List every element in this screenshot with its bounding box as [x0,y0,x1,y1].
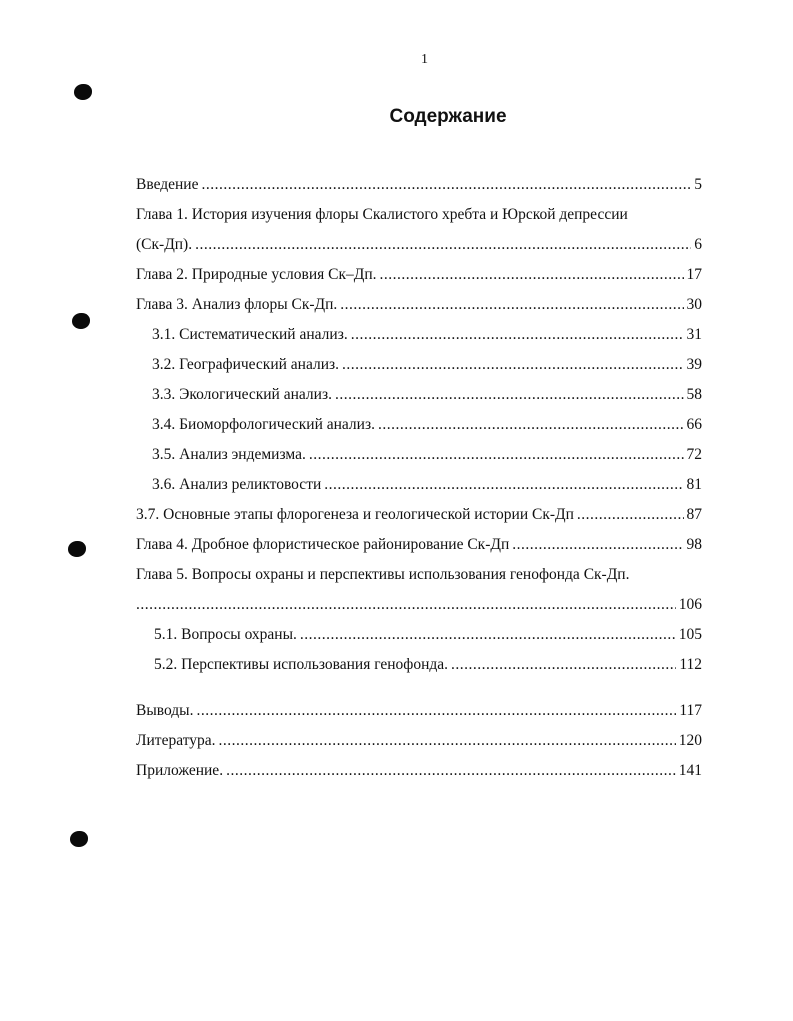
toc-entry-label: Глава 4. Дробное флористическое районирование Ск-Дп [136,536,510,553]
toc-entry-chapter-5-line-1[interactable] [136,560,702,590]
toc-entry-page: 120 [678,732,702,749]
toc-entry-introduction[interactable] [136,170,702,200]
toc-entry-label: 3.5. Анализ эндемизма. [152,446,306,463]
toc-entry-label: Приложение. [136,762,224,779]
toc-entry-section-3-6[interactable] [136,470,702,500]
dot-leader [340,290,683,320]
toc-entry-chapter-3[interactable] [136,290,702,320]
toc-entry-section-3-5[interactable] [136,440,702,470]
toc-entry-appendix[interactable] [136,756,702,786]
dot-leader [300,620,676,650]
dot-leader [201,170,691,200]
toc-entry-section-3-7[interactable] [136,500,702,530]
toc-entry-label: 5.2. Перспективы использования генофонда. [154,656,449,673]
toc-entry-label: Глава 1. История изучения флоры Скалистого хребта и Юрской депрессии [136,206,628,223]
dot-leader [577,500,684,530]
dot-leader [342,350,683,380]
toc-entry-section-3-3[interactable] [136,380,702,410]
toc-entry-literature[interactable] [136,726,702,756]
dot-leader [351,320,684,350]
punch-hole-mark [70,831,88,847]
toc-entry-label: 3.7. Основные этапы флорогенеза и геологической истории Ск-Дп [136,506,574,523]
toc-entry-conclusions[interactable] [136,696,702,726]
dot-leader [324,470,683,500]
toc-entry-label: Глава 3. Анализ флоры Ск-Дп. [136,296,338,313]
dot-leader [196,696,676,726]
toc-entry-section-3-2[interactable] [136,350,702,380]
toc-entry-section-5-1[interactable] [136,620,702,650]
toc-entry-label: 3.3. Экологический анализ. [152,386,332,403]
toc-entry-label: Глава 2. Природные условия Ск–Дп. [136,266,377,283]
toc-entry-page: 58 [686,386,702,403]
page-title: Содержание [389,106,507,127]
dot-leader [512,530,683,560]
toc-entry-page: 112 [679,656,702,673]
toc-entry-chapter-4[interactable] [136,530,702,560]
toc-entry-label: (Ск-Дп). [136,236,193,253]
dot-leader [309,440,684,470]
toc-entry-page: 98 [686,536,702,553]
punch-hole-mark [68,541,86,557]
punch-hole-mark [74,84,92,100]
toc-entry-label: 3.1. Систематический анализ. [152,326,348,343]
dot-leader [451,650,676,680]
toc-entry-chapter-5-line-2[interactable] [136,590,702,620]
toc-entry-page: 17 [686,266,702,283]
punch-hole-mark [72,313,90,329]
toc-entry-page: 30 [686,296,702,313]
toc-entry-label: Литература. [136,732,216,749]
toc-entry-page: 117 [679,702,702,719]
toc-entry-chapter-1-line-2[interactable] [136,230,702,260]
toc-entry-page: 105 [678,626,702,643]
spacer [136,680,702,696]
toc-entry-page: 6 [694,236,702,253]
dot-leader [378,410,684,440]
dot-leader [136,590,676,620]
toc-entry-label: 3.2. Географический анализ. [152,356,340,373]
toc-entry-page: 72 [686,446,702,463]
toc-entry-label: 3.6. Анализ реликтовости [152,476,322,493]
dot-leader [226,756,676,786]
toc-entry-label: Введение [136,176,199,193]
dot-leader [195,230,691,260]
toc-entry-label: 5.1. Вопросы охраны. [154,626,297,643]
dot-leader [219,726,676,756]
toc-entry-page: 66 [686,416,702,433]
toc-entry-chapter-1-line-1[interactable] [136,200,702,230]
toc-entry-page: 141 [678,762,702,779]
toc-entry-page: 5 [694,176,702,193]
toc-entry-page: 87 [686,506,702,523]
toc-entry-page: 31 [686,326,702,343]
toc-entry-section-3-1[interactable] [136,320,702,350]
dot-leader [380,260,684,290]
page-number: 1 [421,52,428,67]
toc-entry-label: Выводы. [136,702,194,719]
toc-entry-label: 3.4. Биоморфологический анализ. [152,416,375,433]
toc-entry-page: 106 [678,596,702,613]
toc-entry-page: 39 [686,356,702,373]
table-of-contents [136,170,702,786]
dot-leader [335,380,684,410]
toc-entry-page: 81 [686,476,702,493]
toc-entry-section-5-2[interactable] [136,650,702,680]
toc-entry-label: Глава 5. Вопросы охраны и перспективы использования генофонда Ск-Дп. [136,566,630,583]
toc-entry-section-3-4[interactable] [136,410,702,440]
toc-entry-chapter-2[interactable] [136,260,702,290]
